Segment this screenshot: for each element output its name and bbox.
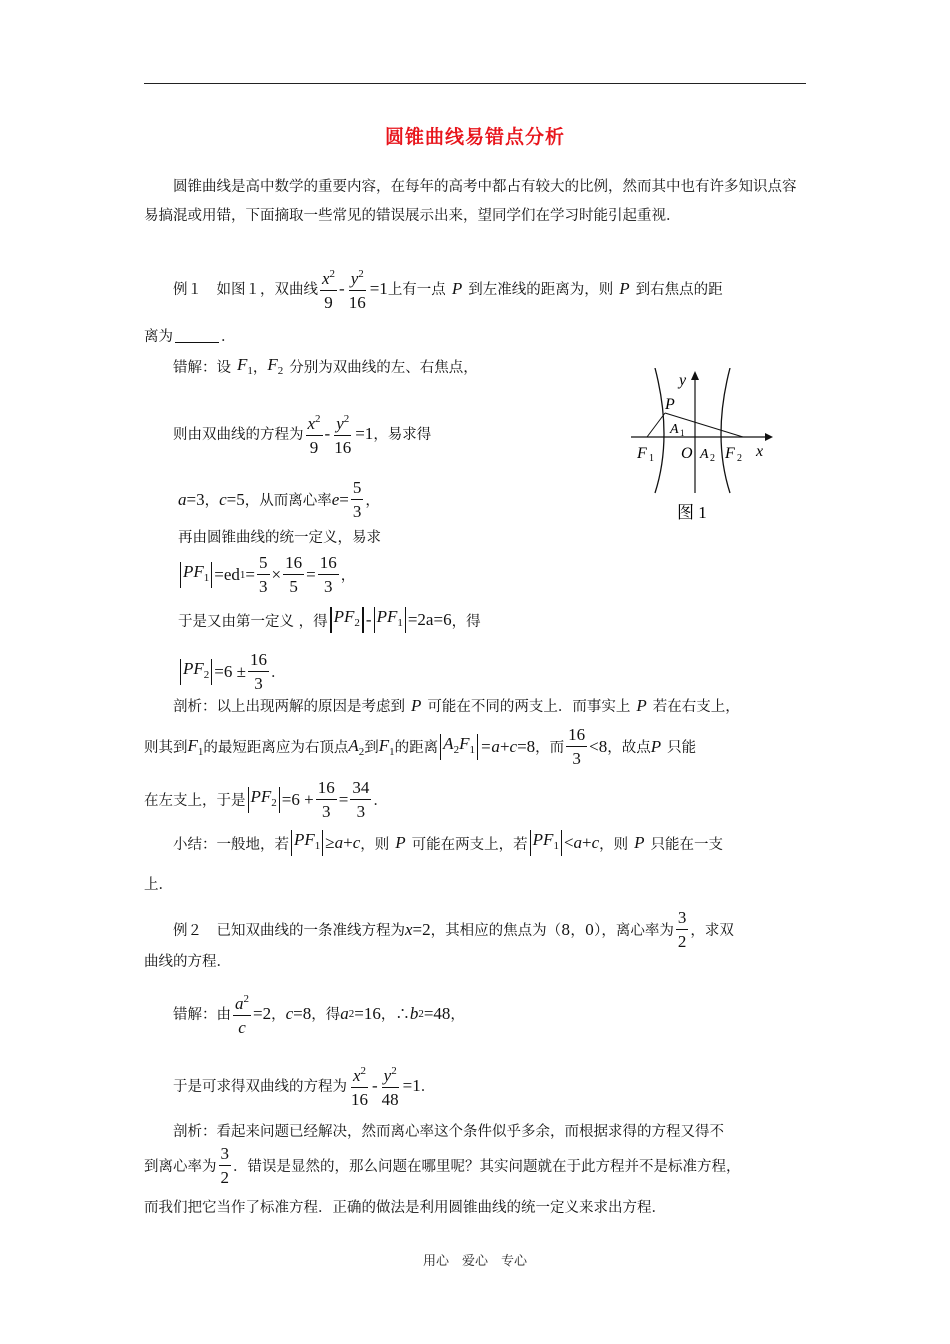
ex1-line-1: 例１ 如图１，双曲线 $\frac{x^2}{9}$ - $\frac{y^2}{16}$ =1 上有一点 P 到左准线的距离为，则 P 到右焦点的距: [173, 265, 723, 312]
footer-text: 用心 爱心 专心: [422, 1254, 527, 1269]
fraction-y2-16: $\frac{y^2}{16}$: [347, 265, 368, 312]
left-branch: [655, 368, 664, 493]
intro-paragraph: 圆锥曲线是高中数学的重要内容，在每年的高考中都占有较大的比例，然而其中也有许多知识点容易搞混或用错，下面摘取一些常见的错误展示出来，望同学们在学习时能引起重视．: [144, 179, 797, 224]
ex1-wrong-1: 错解：设 $F_1$ ， $F_2$ 分别为双曲线的左、右焦点，: [173, 355, 478, 377]
label-x: x: [756, 443, 764, 460]
label-F1: F: [637, 445, 647, 462]
ex1-summary-2: 上．: [144, 877, 173, 893]
ex2-analysis-3: 而我们把它当作了标准方程．正确的做法是利用圆锥曲线的统一定义来求出方程．: [144, 1200, 666, 1216]
label-P: P: [665, 396, 675, 413]
ex2-wrong-1: 错解：由 $\frac{a^2}{c}$ =2 ， c =8 ，得 a 2 =16 ，∴ b 2 =48 ，: [173, 990, 465, 1037]
y-axis-arrow: [691, 371, 699, 380]
ex1-analysis-3: 在左支上，于是 $PF_2$ =6 + $\frac{16}{3}$ = $\frac{34}{3}$ ．: [144, 778, 388, 821]
ex1-wrong-7: $PF_2$ =6 ± $\frac{16}{3}$ ．: [178, 650, 285, 693]
ex1-line-2: 离为 ．: [144, 329, 236, 345]
segment-PF1: [647, 413, 665, 437]
svg-text:1: 1: [680, 428, 685, 438]
ex1-analysis-2: 则其到 $F_1$ 的最短距离应为右顶点 $A_2$ 到 $F_1$ 的距离 $A_2F_1$ =a + c =8 ，而 $\frac{16}{3}$ < 8 ，故点 P 只能: [144, 725, 697, 768]
x-axis-arrow: [765, 433, 773, 441]
header-rule: [144, 83, 806, 84]
answer-blank: [175, 328, 219, 343]
ex1-analysis-1: 剖析：以上出现两解的原因是考虑到 P 可能在不同的两支上．而事实上 P 若在右支上，: [173, 695, 740, 715]
ex1-wrong-3: a =3 ， c =5 ，从而离心率 e = $\frac{5}{3}$ ，: [178, 478, 380, 521]
ex1-wrong-6: 于是又由第一定义 ，得 $PF_2$ - $PF_1$ =2a =6 ，得: [178, 607, 481, 633]
figure-caption: 图 1: [677, 503, 707, 522]
figure-1-hyperbola: [625, 368, 775, 530]
fraction-x2-9: $\frac{x^2}{9}$: [320, 265, 337, 312]
ex1-summary-1: 小结：一般地，若 $PF_1$ ≥ a + c ，则 P 可能在两支上，若 $PF_1$ < a + c ，则 P 只能在一支: [173, 830, 723, 856]
svg-text:2: 2: [710, 453, 715, 464]
svg-text:2: 2: [737, 453, 742, 464]
label-A2: A: [700, 447, 709, 462]
ex2-line-1: 例２ 已知双曲线的一条准线方程为 x =2 ，其相应的焦点为（8，0），离心率为 $\frac{3}{2}$ ，求双: [173, 908, 734, 951]
label-A1: A: [670, 422, 679, 437]
ex2-analysis-1: 剖析：看起来问题已经解决，然而离心率这个条件似乎多余，而根据求得的方程又得不: [173, 1124, 724, 1140]
page-title: 圆锥曲线易错点分析: [384, 126, 565, 148]
label-O: O: [681, 445, 693, 462]
ex1-wrong-2: 则由双曲线的方程为 $\frac{x^2}{9}$ - $\frac{y^2}{16}$ =1 ，易求得: [173, 410, 431, 457]
svg-text:1: 1: [649, 453, 654, 464]
ex2-wrong-2: 于是可求得双曲线的方程为 $\frac{x^2}{16}$ - $\frac{y^2}{48}$ =1 ．: [173, 1062, 435, 1109]
ex1-wrong-4: 再由圆锥曲线的统一定义，易求: [178, 530, 381, 546]
ex2-line-2: 曲线的方程．: [144, 954, 231, 970]
ex2-analysis-2: 到离心率为 $\frac{3}{2}$ ．错误是显然的，那么问题在哪里呢？其实问题就在于此方程并不是标准方程，: [144, 1144, 741, 1187]
label-y: y: [679, 372, 687, 389]
ex1-wrong-5: $PF_1$ =ed 1 = $\frac{5}{3}$ × $\frac{16}{5}$ = $\frac{16}{3}$ ，: [178, 553, 355, 596]
label-F2: F: [725, 445, 735, 462]
